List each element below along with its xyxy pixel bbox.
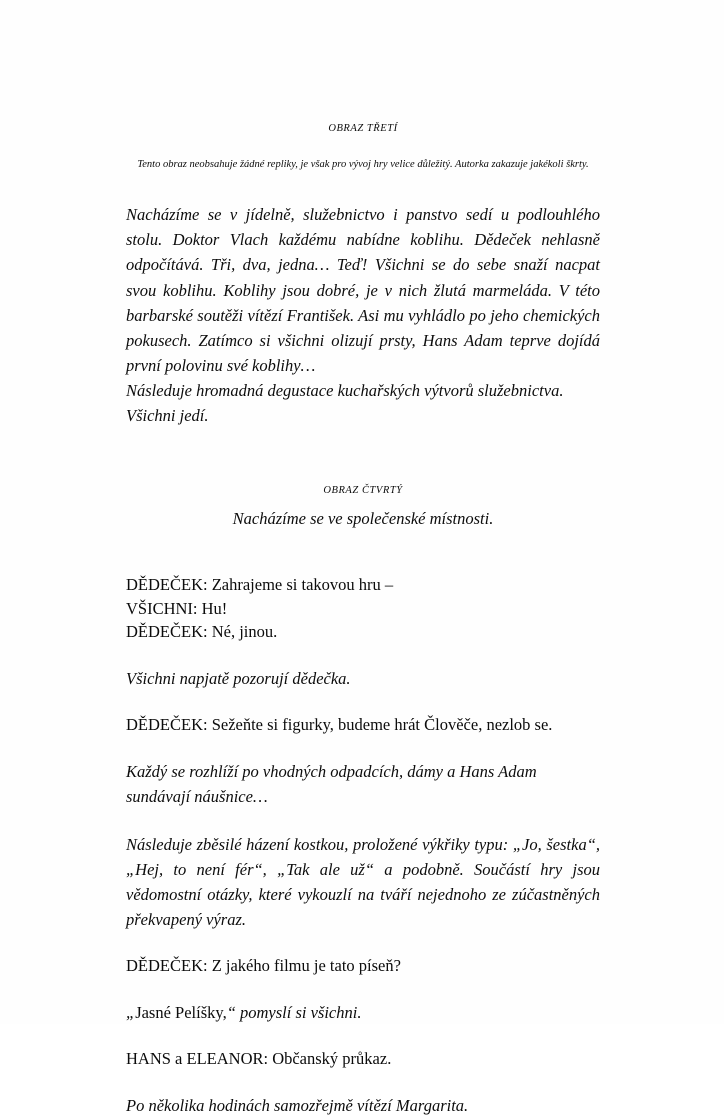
dialogue-line-dedecek-4: DĚDEČEK: Z jakého filmu je tato píseň? bbox=[126, 955, 401, 975]
scene-four-narration-3: Následuje zběsilé házení kostkou, proložené výkřiky typu: „Jo, šestka“, „Hej, to není fér“, „Tak ale už“ a podobně. Součástí hry jsou vědomostní otázky, které vykouzlí na tváří nejednoho ze zúčastněných překvapený výraz. bbox=[126, 834, 600, 929]
scene-four-narration-1: Všichni napjatě pozorují dědečka. bbox=[126, 669, 351, 689]
film-title: Jasné Pelíšky, bbox=[135, 1002, 227, 1022]
scene-three-narration-1: Nacházíme se v jídelně, služebnictvo i panstvo sedí u podlouhlého stolu. Doktor Vlach každému nabídne koblihu. Dědeček nehlasně odpočítává. Tři, dva, jedna… Teď! Všichni se do sebe snaží nacpat svou koblihu. Koblihy jsou dobré, je v nich žlutá marmeláda. V této barbarské soutěži vítězí František. Asi mu vyhládlo po jeho chemických pokusech. Zatímco si všichni olizují prsty, Hans Adam teprve dojídá první polovinu své koblihy… bbox=[126, 205, 600, 375]
quote-close-and-tail: “ pomyslí si všichni. bbox=[226, 1002, 362, 1022]
quote-open-glyph: „ bbox=[126, 1002, 136, 1022]
scene-three-heading: OBRAZ TŘETÍ bbox=[328, 123, 398, 134]
scene-four-narration-2: Každý se rozhlíží po vhodných odpadcích, dámy a Hans Adam sundávají náušnice… bbox=[126, 762, 537, 807]
dialogue-line-dedecek-3: DĚDEČEK: Sežeňte si figurky, budeme hrát Člověče, nezlob se. bbox=[126, 715, 553, 735]
scene-four-location: Nacházíme se ve společenské místnosti. bbox=[232, 508, 494, 528]
scene-three-narration-2: Následuje hromadná degustace kuchařských výtvorů služebnictva. Všichni jedí. bbox=[126, 380, 564, 425]
scene-four-narration-5: Po několika hodinách samozřejmě vítězí Margarita. bbox=[126, 1095, 469, 1115]
dialogue-line-dedecek-2: DĚDEČEK: Né, jinou. bbox=[126, 622, 278, 642]
dialogue-line-hans-eleanor: HANS a ELEANOR: Občanský průkaz. bbox=[126, 1048, 392, 1068]
dialogue-line-dedecek-1: DĚDEČEK: Zahrajeme si takovou hru – bbox=[126, 574, 394, 594]
page-content bbox=[126, 0, 600, 1118]
scene-three-note: Tento obraz neobsahuje žádné repliky, je však pro vývoj hry velice důležitý. Autorka zakazuje jakékoli škrty. bbox=[137, 158, 589, 170]
scene-four-narration-4 bbox=[126, 1000, 600, 1025]
scene-four-heading: OBRAZ ČTVRTÝ bbox=[323, 485, 403, 497]
dialogue-line-vsichni: VŠICHNI: Hu! bbox=[126, 598, 228, 618]
